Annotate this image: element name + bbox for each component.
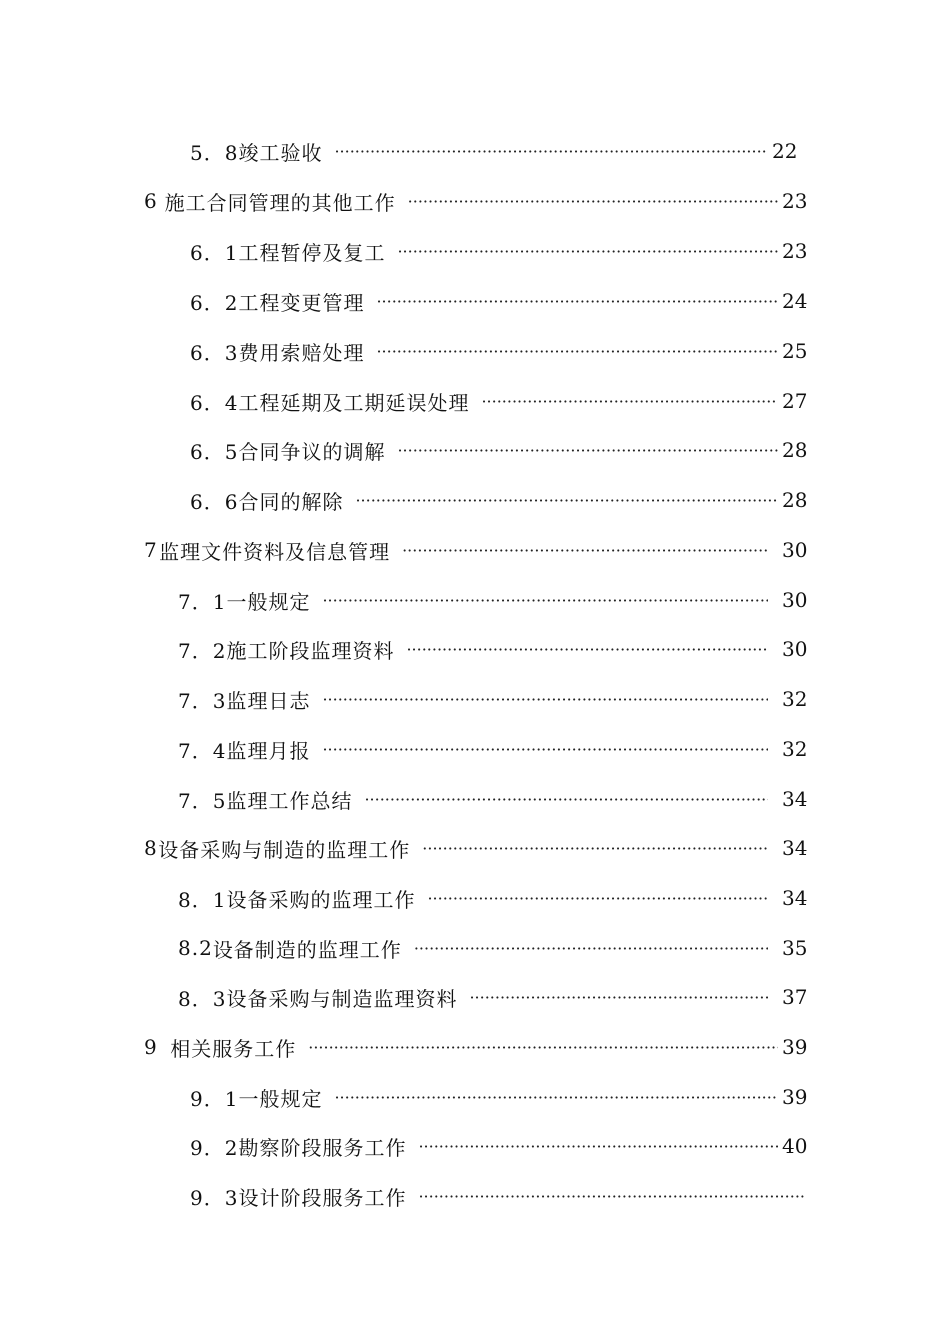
toc-entry[interactable] — [178, 585, 808, 615]
toc-entry-number: 7．5 — [178, 788, 227, 813]
toc-entry[interactable] — [178, 684, 808, 714]
toc-dot-leader — [397, 441, 778, 460]
toc-dot-leader — [334, 1088, 778, 1107]
toc-entry-number: 8．1 — [178, 887, 227, 912]
toc-entry-title: 施工阶段监理资料 — [226, 638, 395, 663]
toc-dot-leader — [308, 1038, 778, 1057]
toc-entry-page: 25 — [782, 339, 808, 363]
toc-entry-page: 39 — [782, 1085, 808, 1109]
toc-entry-page: 40 — [782, 1134, 808, 1158]
toc-entry-title: 费用索赔处理 — [238, 340, 365, 365]
toc-entry-page: 32 — [782, 737, 808, 761]
toc-entry[interactable] — [178, 982, 808, 1012]
toc-entry-title: 一般规定 — [238, 1086, 323, 1111]
toc-entry[interactable] — [144, 535, 808, 565]
toc-entry-number: 8 — [144, 836, 158, 860]
toc-entry[interactable] — [190, 236, 808, 266]
toc-entry[interactable] — [144, 833, 808, 863]
toc-entry[interactable] — [190, 1181, 804, 1211]
toc-entry-number: 8．3 — [178, 986, 227, 1011]
toc-entry-page: 30 — [782, 637, 808, 661]
toc-entry[interactable] — [190, 336, 808, 366]
toc-entry-number: 6．3 — [190, 340, 239, 365]
toc-entry-number: 7．2 — [178, 638, 227, 663]
toc-entry-title: 工程延期及工期延误处理 — [238, 390, 470, 415]
toc-entry-page: 23 — [782, 239, 808, 263]
toc-entry-title: 一般规定 — [226, 589, 311, 614]
toc-entry[interactable] — [178, 634, 808, 664]
toc-entry[interactable] — [178, 734, 808, 764]
toc-entry-title: 相关服务工作 — [170, 1036, 297, 1061]
toc-entry-page: 24 — [782, 289, 808, 313]
toc-dot-leader — [376, 292, 778, 311]
toc-dot-leader — [322, 591, 768, 610]
toc-entry-page: 34 — [782, 787, 808, 811]
toc-entry-page: 30 — [782, 588, 808, 612]
toc-dot-leader — [414, 939, 768, 958]
toc-entry-number: 6．2 — [190, 290, 239, 315]
toc-dot-leader — [355, 491, 778, 510]
toc-entry-title: 监理月报 — [226, 738, 311, 763]
toc-dot-leader — [427, 889, 768, 908]
toc-entry-page: 22 — [772, 139, 798, 163]
toc-dot-leader — [418, 1137, 778, 1156]
toc-entry-title: 施工合同管理的其他工作 — [164, 190, 396, 215]
toc-entry-number: 7．4 — [178, 738, 227, 763]
toc-entry-page: 34 — [782, 836, 808, 860]
toc-dot-leader — [364, 790, 768, 809]
toc-entry-number: 9．2 — [190, 1135, 239, 1160]
toc-dot-leader — [408, 192, 778, 211]
toc-entry-title: 设备采购的监理工作 — [226, 887, 416, 912]
toc-dot-leader — [322, 690, 768, 709]
toc-entry[interactable] — [190, 1131, 808, 1161]
toc-entry[interactable] — [190, 1082, 808, 1112]
toc-dot-leader — [406, 640, 768, 659]
toc-entry-title: 合同的解除 — [238, 489, 344, 514]
toc-dot-leader — [397, 242, 778, 261]
toc-entry-title: 工程变更管理 — [238, 290, 365, 315]
toc-entry-number: 7．1 — [178, 589, 227, 614]
toc-entry-title: 监理工作总结 — [226, 788, 353, 813]
toc-entry[interactable] — [144, 186, 808, 216]
toc-entry-number: 7．3 — [178, 688, 227, 713]
toc-entry-number: 6．5 — [190, 439, 239, 464]
toc-dot-leader — [322, 740, 768, 759]
toc-dot-leader — [418, 1187, 804, 1206]
toc-entry[interactable] — [190, 386, 808, 416]
toc-entry-title: 设计阶段服务工作 — [238, 1185, 407, 1210]
toc-entry[interactable] — [178, 933, 808, 963]
toc-dot-leader — [334, 142, 768, 161]
toc-entry[interactable] — [178, 784, 808, 814]
toc-entry[interactable] — [190, 136, 798, 166]
toc-entry-title: 设备采购与制造的监理工作 — [158, 837, 411, 862]
toc-entry-title: 工程暂停及复工 — [238, 240, 386, 265]
toc-entry-page: 28 — [782, 438, 808, 462]
toc-entry-title: 设备制造的监理工作 — [212, 937, 402, 962]
toc-entry-title: 合同争议的调解 — [238, 439, 386, 464]
toc-entry-number: 6．4 — [190, 390, 239, 415]
toc-entry-title: 勘察阶段服务工作 — [238, 1135, 407, 1160]
toc-entry-title: 监理日志 — [226, 688, 311, 713]
toc-dot-leader — [376, 342, 778, 361]
toc-entry[interactable] — [144, 1032, 808, 1062]
toc-entry-page: 30 — [782, 538, 808, 562]
toc-entry-number: 5．8 — [190, 140, 239, 165]
toc-entry-number: 7 — [144, 538, 158, 562]
toc-entry-page: 37 — [782, 985, 808, 1009]
toc-entry-page: 23 — [782, 189, 808, 213]
toc-entry-page: 28 — [782, 488, 808, 512]
toc-entry-title: 竣工验收 — [238, 140, 323, 165]
toc-entry-page: 35 — [782, 936, 808, 960]
toc-entry-page: 32 — [782, 687, 808, 711]
toc-entry-number: 6．1 — [190, 240, 239, 265]
toc-entry-page: 39 — [782, 1035, 808, 1059]
toc-entry-page: 34 — [782, 886, 808, 910]
toc-entry[interactable] — [178, 883, 808, 913]
toc-entry-page: 27 — [782, 389, 808, 413]
toc-dot-leader — [422, 839, 768, 858]
toc-entry[interactable] — [190, 435, 808, 465]
toc-dot-leader — [481, 392, 778, 411]
toc-entry-number: 9．1 — [190, 1086, 239, 1111]
toc-entry-number: 9．3 — [190, 1185, 239, 1210]
toc-entry-title: 监理文件资料及信息管理 — [159, 539, 391, 564]
toc-entry-number: 6．6 — [190, 489, 239, 514]
toc-entry-number: 9 — [144, 1035, 158, 1059]
toc-entry[interactable] — [190, 286, 808, 316]
toc-dot-leader — [469, 988, 768, 1007]
toc-entry[interactable] — [190, 485, 808, 515]
toc-entry-number: 6 — [144, 189, 158, 213]
toc-entry-number: 8.2 — [178, 936, 213, 960]
toc-dot-leader — [402, 541, 768, 560]
toc-entry-title: 设备采购与制造监理资料 — [226, 986, 458, 1011]
